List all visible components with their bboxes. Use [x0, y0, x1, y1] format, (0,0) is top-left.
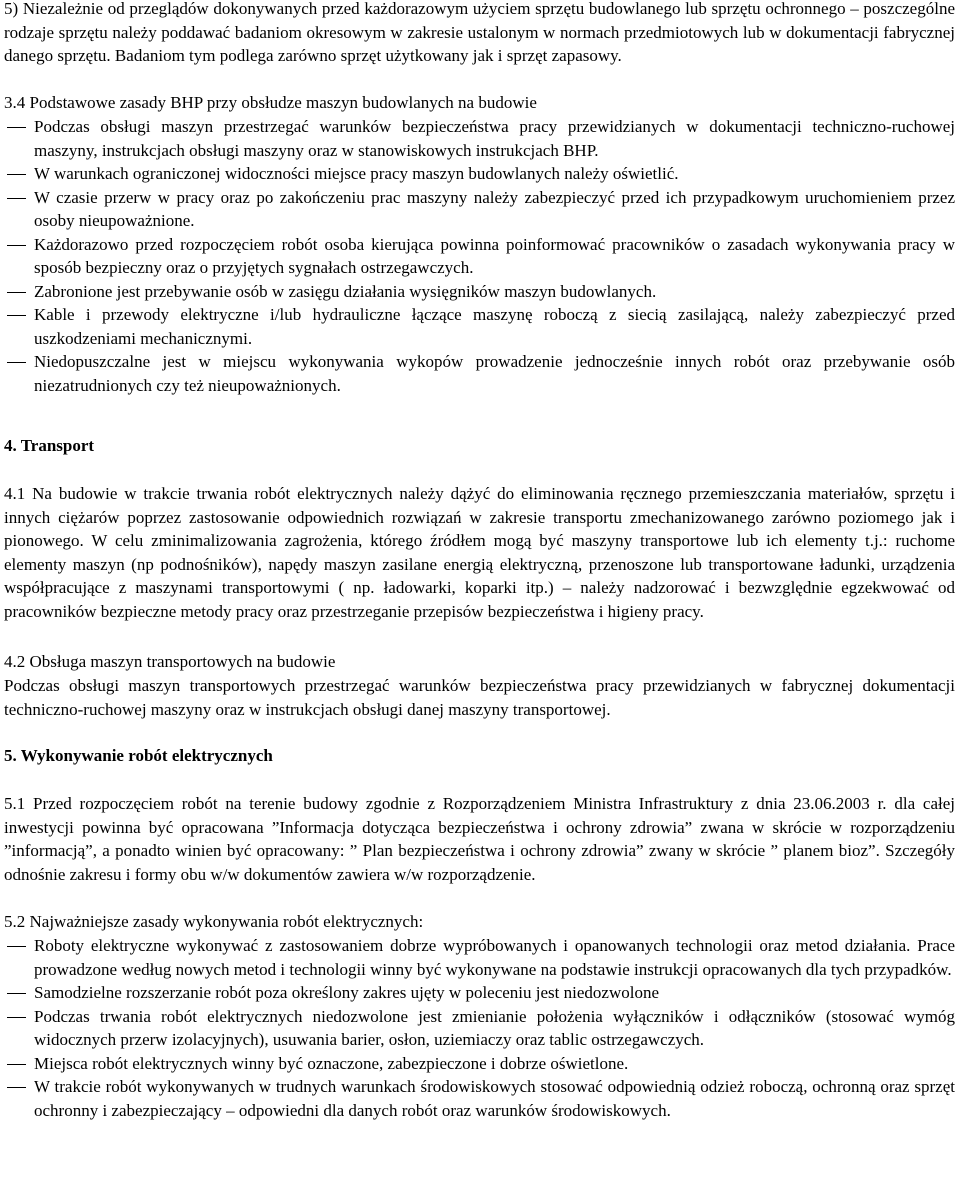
list-item	[4, 981, 955, 1005]
section-4-1-paragraph: 4.1 Na budowie w trakcie trwania robót elektrycznych należy dążyć do eliminowania ręcznego przemieszczania materiałów, sprzętu i innych ciężarów poprzez zastosowanie odpowiednich rozwiązań w zakresie transportu zmechanizowanego zarówno poziomego jak i pionowego. W celu zminimalizowania zagrożenia, którego źródłem mogą być maszyny transportowe lub ich elementy t.j.: ruchome elementy maszyn (np podnośników), napędy maszyn zasilane energią elektryczną, przenoszone lub transportowane ładunki, urządzenia współpracujące z maszynami transportowymi ( np. ładowarki, koparki itp.) – należy nadzorować i bezwzględnie egzekwować od pracowników bezpieczne metody pracy oraz przestrzeganie przepisów bezpieczeństwa i higieny pracy.	[4, 484, 955, 621]
list-item-text: Kable i przewody elektryczne i/lub hydrauliczne łączące maszynę roboczą z siecią zasilającą, należy zabezpieczyć przed uszkodzeniami mechanicznymi.	[34, 305, 955, 348]
section-5-heading: 5. Wykonywanie robót elektrycznych	[4, 746, 273, 765]
list-item-text: Samodzielne rozszerzanie robót poza określony zakres ujęty w poleceniu jest niedozwolone	[34, 983, 659, 1002]
list-item-text: W trakcie robót wykonywanych w trudnych warunkach środowiskowych stosować odpowiednią odzież roboczą, ochronną oraz sprzęt ochronny i zabezpieczający – odpowiedni dla danych robót oraz warunków środowiskowych.	[34, 1077, 955, 1120]
list-item-text: Podczas obsługi maszyn przestrzegać warunków bezpieczeństwa pracy przewidzianych w dokumentacji techniczno-ruchowej maszyny, instrukcjach obsługi maszyny oraz w stanowiskowych instrukcjach BHP.	[34, 117, 955, 160]
list-item-text: Niedopuszczalne jest w miejscu wykonywania wykopów prowadzenie jednocześnie innych robót oraz przebywanie osób niezatrudnionych czy też nieupoważnionych.	[34, 352, 955, 395]
section-5-2-title: 5.2 Najważniejsze zasady wykonywania robót elektrycznych:	[4, 912, 424, 931]
list-item-text: Podczas trwania robót elektrycznych niedozwolone jest zmienianie położenia wyłączników i odłączników (stosować wymóg widocznych przerw izolacyjnych), usuwania barier, osłon, uziemiaczy oraz tablic ostrzegawczych.	[34, 1006, 955, 1049]
section-4-2-paragraph: Podczas obsługi maszyn transportowych przestrzegać warunków bezpieczeństwa pracy przewidzianych w fabrycznej dokumentacji techniczno-ruchowej maszyny oraz w instrukcjach obsługi danej maszyny transportowej.	[4, 676, 955, 719]
list-item-text: Miejsca robót elektrycznych winny być oznaczone, zabezpieczone i dobrze oświetlone.	[34, 1053, 629, 1073]
section-3-4-title: 3.4 Podstawowe zasady BHP przy obsłudze maszyn budowlanych na budowie	[4, 93, 537, 112]
list-item-text: W warunkach ograniczonej widoczności miejsce pracy maszyn budowlanych należy oświetlić.	[34, 164, 679, 183]
section-4-2-title: 4.2 Obsługa maszyn transportowych na budowie	[4, 652, 336, 671]
list-item	[4, 162, 955, 186]
list-item-text: W czasie przerw w pracy oraz po zakończeniu prac maszyny należy zabezpieczyć przed ich przypadkowym uruchomieniem przez osoby nieupoważnione.	[34, 187, 955, 230]
section-5-2-list	[4, 934, 955, 1122]
list-item	[4, 280, 955, 304]
list-item	[4, 186, 955, 233]
list-item-text: Roboty elektryczne wykonywać z zastosowaniem dobrze wypróbowanych i opanowanych technologii oraz metod działania. Prace prowadzone według nowych metod i technologii winny być wykonywane na podstawie instrukcji opracowanych dla tych przypadków.	[34, 936, 955, 979]
list-item	[4, 934, 955, 981]
list-item-text: Zabronione jest przebywanie osób w zasięgu działania wysięgników maszyn budowlanych.	[34, 281, 657, 301]
list-item	[4, 1052, 955, 1076]
paragraph-5: 5) Niezależnie od przeglądów dokonywanych przed każdorazowym użyciem sprzętu budowlanego lub sprzętu ochronnego – poszczególne rodzaje sprzętu należy poddawać badaniom okresowym w zakresie ustalonym w normach przedmiotowych lub w dokumentacji fabrycznej danego sprzętu. Badaniom tym podlega zarówno sprzęt użytkowany jak i sprzęt zapasowy.	[4, 0, 955, 65]
section-4-heading: 4. Transport	[4, 436, 95, 455]
list-item	[4, 1005, 955, 1052]
list-item-text: Każdorazowo przed rozpoczęciem robót osoba kierująca powinna poinformować pracowników o zasadach wykonywania pracy w sposób bezpieczny oraz o przyjętych sygnałach ostrzegawczych.	[34, 234, 955, 277]
list-item	[4, 1075, 955, 1122]
section-3-4-list	[4, 115, 955, 397]
list-item	[4, 350, 955, 397]
list-item	[4, 303, 955, 350]
section-5-1-paragraph: 5.1 Przed rozpoczęciem robót na terenie budowy zgodnie z Rozporządzeniem Ministra Infrastruktury z dnia 23.06.2003 r. dla całej inwestycji powinna być opracowana ”Informacja dotycząca bezpieczeństwa i ochrony zdrowia” zwana w skrócie w rozporządzeniu ”informacją”, a ponadto winien być opracowany: ” Plan bezpieczeństwa i ochrony zdrowia” zwany w skrócie ” planem bioz”. Szczegóły odnośnie zakresu i formy obu w/w dokumentów zawiera w/w rozporządzenie.	[4, 794, 955, 884]
list-item	[4, 233, 955, 280]
list-item	[4, 115, 955, 162]
